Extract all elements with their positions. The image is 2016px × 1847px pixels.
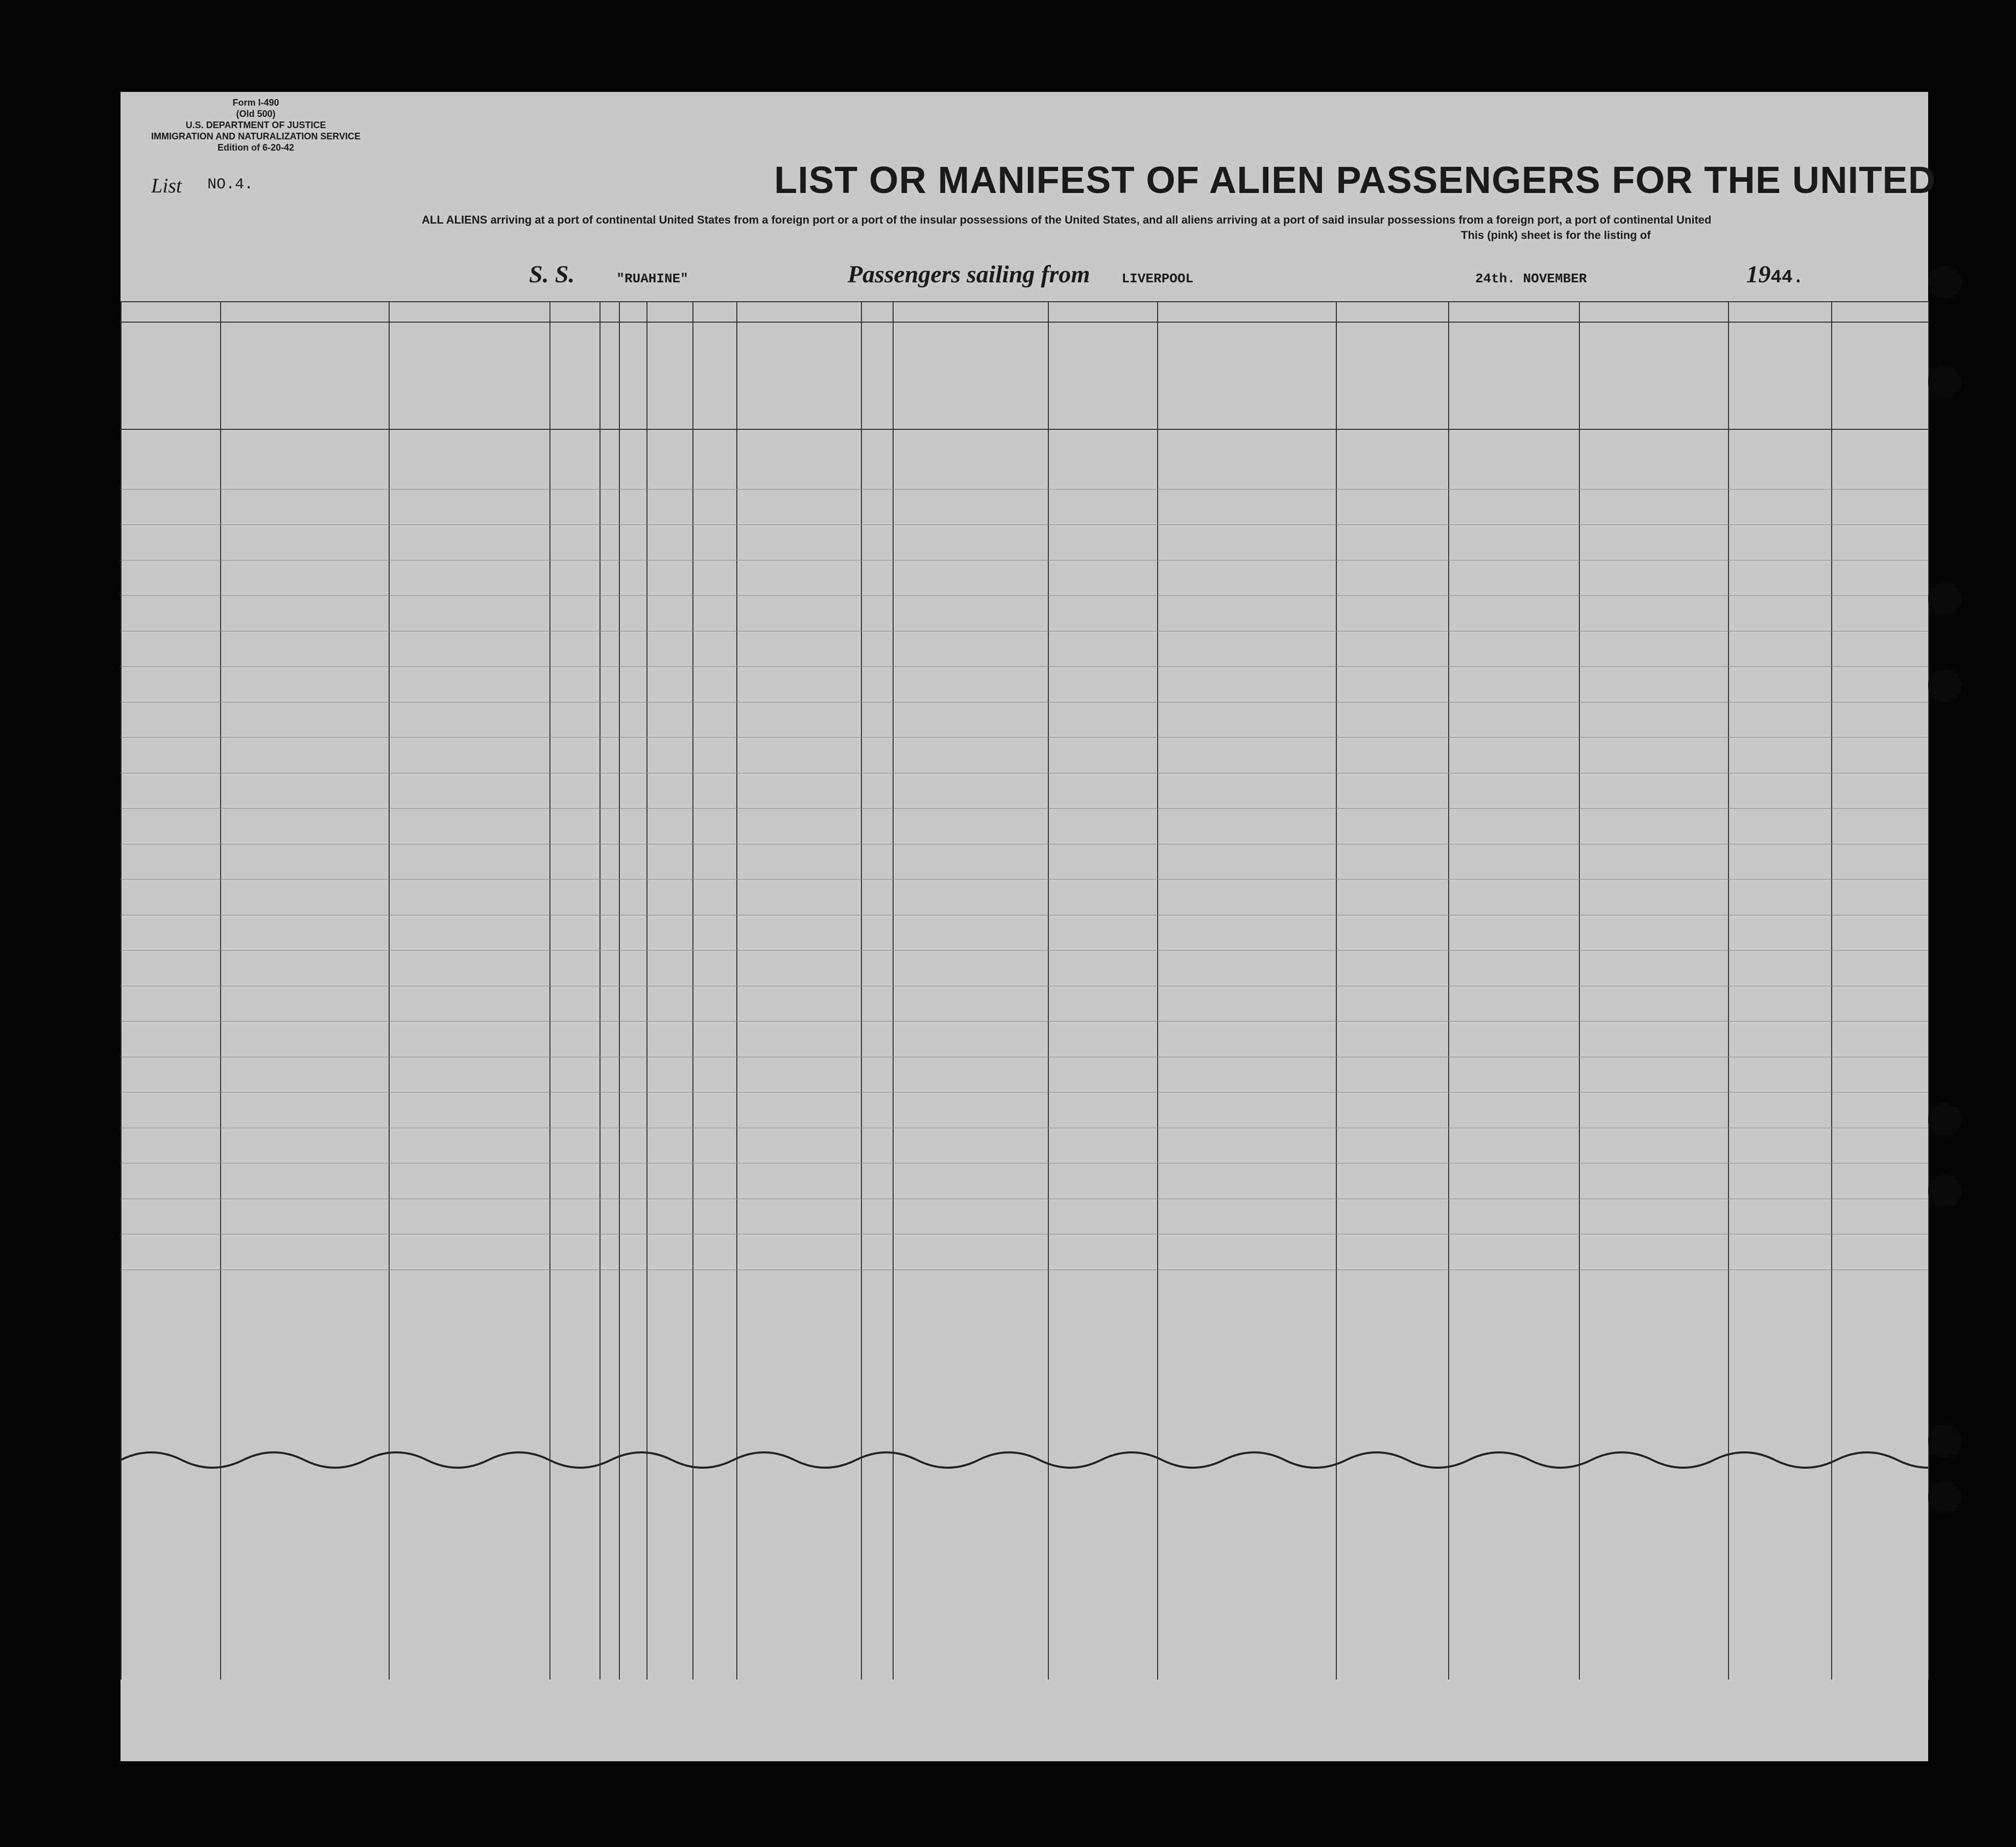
ship-prefix: S. S. <box>529 261 575 288</box>
row-rule <box>121 950 1928 951</box>
manifest-sheet <box>121 92 1936 1761</box>
wavy-divider <box>121 1440 1928 1480</box>
list-label: List <box>151 174 182 197</box>
punch-hole <box>1928 669 1962 702</box>
edition: Edition of 6-20-42 <box>217 142 294 153</box>
row-rule <box>121 879 1928 880</box>
punch-hole <box>1928 1480 1962 1514</box>
header-rule <box>121 322 1928 323</box>
sailing-date: 24th. NOVEMBER <box>1475 271 1587 286</box>
port-of-departure: LIVERPOOL <box>1121 271 1193 286</box>
row-rule <box>121 524 1928 525</box>
punch-hole <box>1928 1424 1962 1458</box>
manifest-table <box>121 301 1928 1680</box>
department: U.S. DEPARTMENT OF JUSTICE <box>185 120 326 130</box>
year-prefix: 19 <box>1746 261 1771 288</box>
form-number: Form I-490 <box>232 98 279 108</box>
subtitle-line1: ALL ALIENS arriving at a port of continental United States from a foreign port or a port of the insular possessions of the United States, and all aliens arriving at a port of said insular possessions from a foreign port, a port of continental United <box>422 213 1712 226</box>
year-suffix: 44. <box>1770 267 1804 288</box>
row-rule <box>121 595 1928 596</box>
header-rule <box>121 429 1928 430</box>
header-rule <box>121 301 1928 302</box>
row-rule <box>121 489 1928 490</box>
list-number: NO.4. <box>207 176 254 193</box>
punch-hole <box>1928 1174 1962 1208</box>
header-married <box>646 357 692 419</box>
punch-hole <box>1928 582 1962 616</box>
form-old: (Old 500) <box>236 109 276 119</box>
punch-hole <box>1928 265 1962 299</box>
document-title: LIST OR MANIFEST OF ALIEN PASSENGERS FOR THE UNITED <box>774 159 1936 201</box>
sailing-label: Passengers sailing from <box>847 261 1090 288</box>
row-rule <box>121 1021 1928 1022</box>
row-rule <box>121 666 1928 667</box>
subtitle-line2: This (pink) sheet is for the listing of <box>1461 229 1651 241</box>
punch-holes <box>1928 265 1964 1491</box>
service: IMMIGRATION AND NATURALIZATION SERVICE <box>151 131 361 141</box>
form-identifier <box>151 97 361 153</box>
row-rule <box>121 808 1928 809</box>
row-rule <box>121 560 1928 561</box>
punch-hole <box>1928 1103 1962 1136</box>
punch-hole <box>1928 365 1962 399</box>
row-rule <box>121 737 1928 738</box>
ship-name: "RUAHINE" <box>616 271 688 286</box>
ship-line <box>529 260 1804 288</box>
